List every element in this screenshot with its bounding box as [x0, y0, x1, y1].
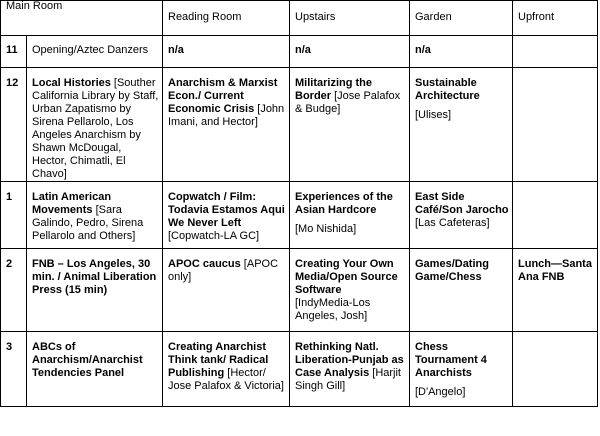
upfront-cell — [513, 68, 598, 182]
time-label: 3 — [6, 341, 13, 353]
time-cell — [1, 249, 27, 332]
session-detail: [D'Angelo] — [415, 386, 466, 398]
main-room-cell — [27, 249, 163, 332]
garden-cell — [410, 332, 513, 407]
garden-cell — [410, 249, 513, 332]
session-detail: [Ulises] — [415, 109, 452, 121]
col-header-upfront — [513, 1, 598, 36]
reading-room-cell — [163, 36, 290, 68]
col-header-reading-room-label: Reading Room — [168, 11, 242, 23]
upfront-cell — [513, 36, 598, 68]
main-room-cell — [27, 68, 163, 182]
reading-room-cell — [163, 332, 290, 407]
col-header-reading-room — [163, 1, 290, 36]
session-detail: [Souther California Library by Staff, Urban Zapatismo by Sirena Pellarolo, Los Angeles Anarchism by Shawn McDougal, Hector, Chimatli, El Chavo] — [32, 77, 159, 180]
time-label: 12 — [6, 77, 19, 89]
upstairs-cell — [290, 182, 410, 249]
time-cell — [1, 36, 27, 68]
table-row — [1, 332, 598, 407]
col-header-upstairs — [290, 1, 410, 36]
time-cell — [1, 68, 27, 182]
session-title: n/a — [415, 44, 431, 56]
session-title: Creating Your Own Media/Open Source Software — [295, 258, 398, 296]
session-title: APOC caucus — [168, 258, 241, 270]
session-detail: Opening/Aztec Danzers — [32, 44, 149, 56]
session-detail: [Hector/ Jose Palafox & Victoria] — [168, 367, 284, 392]
main-room-cell — [27, 36, 163, 68]
session-detail: [Copwatch-LA GC] — [168, 230, 260, 242]
col-header-garden — [410, 1, 513, 36]
table-row — [1, 182, 598, 249]
session-title: Chess Tournament 4 Anarchists — [415, 341, 487, 379]
upfront-cell — [513, 182, 598, 249]
session-title: Anarchism & Marxist Econ./ Current Economic Crisis — [168, 77, 278, 115]
time-label: 11 — [6, 44, 18, 56]
session-title: ABCs of Anarchism/Anarchist Tendencies Panel — [32, 341, 143, 379]
col-header-garden-label: Garden — [415, 11, 452, 23]
col-header-main-room-label: Main Room — [6, 0, 63, 12]
session-detail: [Sara Galindo, Pedro, Sirena Pellarolo and Others] — [32, 204, 144, 242]
reading-room-cell — [163, 249, 290, 332]
session-title: Lunch—Santa Ana FNB — [518, 258, 592, 283]
session-title: Copwatch / Film: Todavia Estamos Aqui We Never Left — [168, 191, 285, 229]
garden-cell — [410, 182, 513, 249]
upstairs-cell — [290, 249, 410, 332]
reading-room-cell — [163, 182, 290, 249]
reading-room-cell — [163, 68, 290, 182]
header-row — [1, 1, 598, 36]
session-title: Latin American Movements — [32, 191, 112, 216]
upfront-cell — [513, 249, 598, 332]
session-title: Rethinking Natl. Liberation-Punjab as Case Analysis — [295, 341, 404, 379]
session-title: n/a — [295, 44, 311, 56]
time-label: 2 — [6, 258, 13, 270]
main-room-cell — [27, 332, 163, 407]
upstairs-cell — [290, 332, 410, 407]
time-label: 1 — [6, 191, 13, 203]
garden-cell — [410, 68, 513, 182]
col-header-upfront-label: Upfront — [518, 11, 555, 23]
main-room-cell — [27, 182, 163, 249]
session-detail: [Mo Nishida] — [295, 223, 357, 235]
session-detail: [Jose Palafox & Budge] — [295, 90, 401, 115]
col-header-upstairs-label: Upstairs — [295, 11, 336, 23]
session-title: Sustainable Architecture — [415, 77, 480, 102]
time-cell — [1, 332, 27, 407]
session-title: Militarizing the Border — [295, 77, 372, 102]
session-detail: [IndyMedia-Los Angeles, Josh] — [295, 297, 371, 322]
session-title: n/a — [168, 44, 184, 56]
session-detail: [Harjit Singh Gill] — [295, 367, 401, 392]
table-row — [1, 249, 598, 332]
time-cell — [1, 182, 27, 249]
table-row — [1, 68, 598, 182]
session-detail: [Las Cafeteras] — [415, 217, 490, 229]
session-detail: [APOC only] — [168, 258, 279, 283]
session-detail: [John Imani, and Hector] — [168, 103, 285, 128]
session-title: FNB – Los Angeles, 30 min. / Animal Liberation Press (15 min) — [32, 258, 157, 296]
upfront-cell — [513, 332, 598, 407]
upstairs-cell — [290, 68, 410, 182]
session-title: Creating Anarchist Think tank/ Radical Publishing — [168, 341, 269, 379]
session-title: Games/Dating Game/Chess — [415, 258, 489, 283]
upstairs-cell — [290, 36, 410, 68]
col-header-main-room — [1, 1, 163, 36]
session-title: Local Histories — [32, 77, 111, 89]
garden-cell — [410, 36, 513, 68]
table-row — [1, 36, 598, 68]
session-title: East Side Café/Son Jarocho — [415, 191, 509, 216]
session-title: Experiences of the Asian Hardcore — [295, 191, 393, 216]
